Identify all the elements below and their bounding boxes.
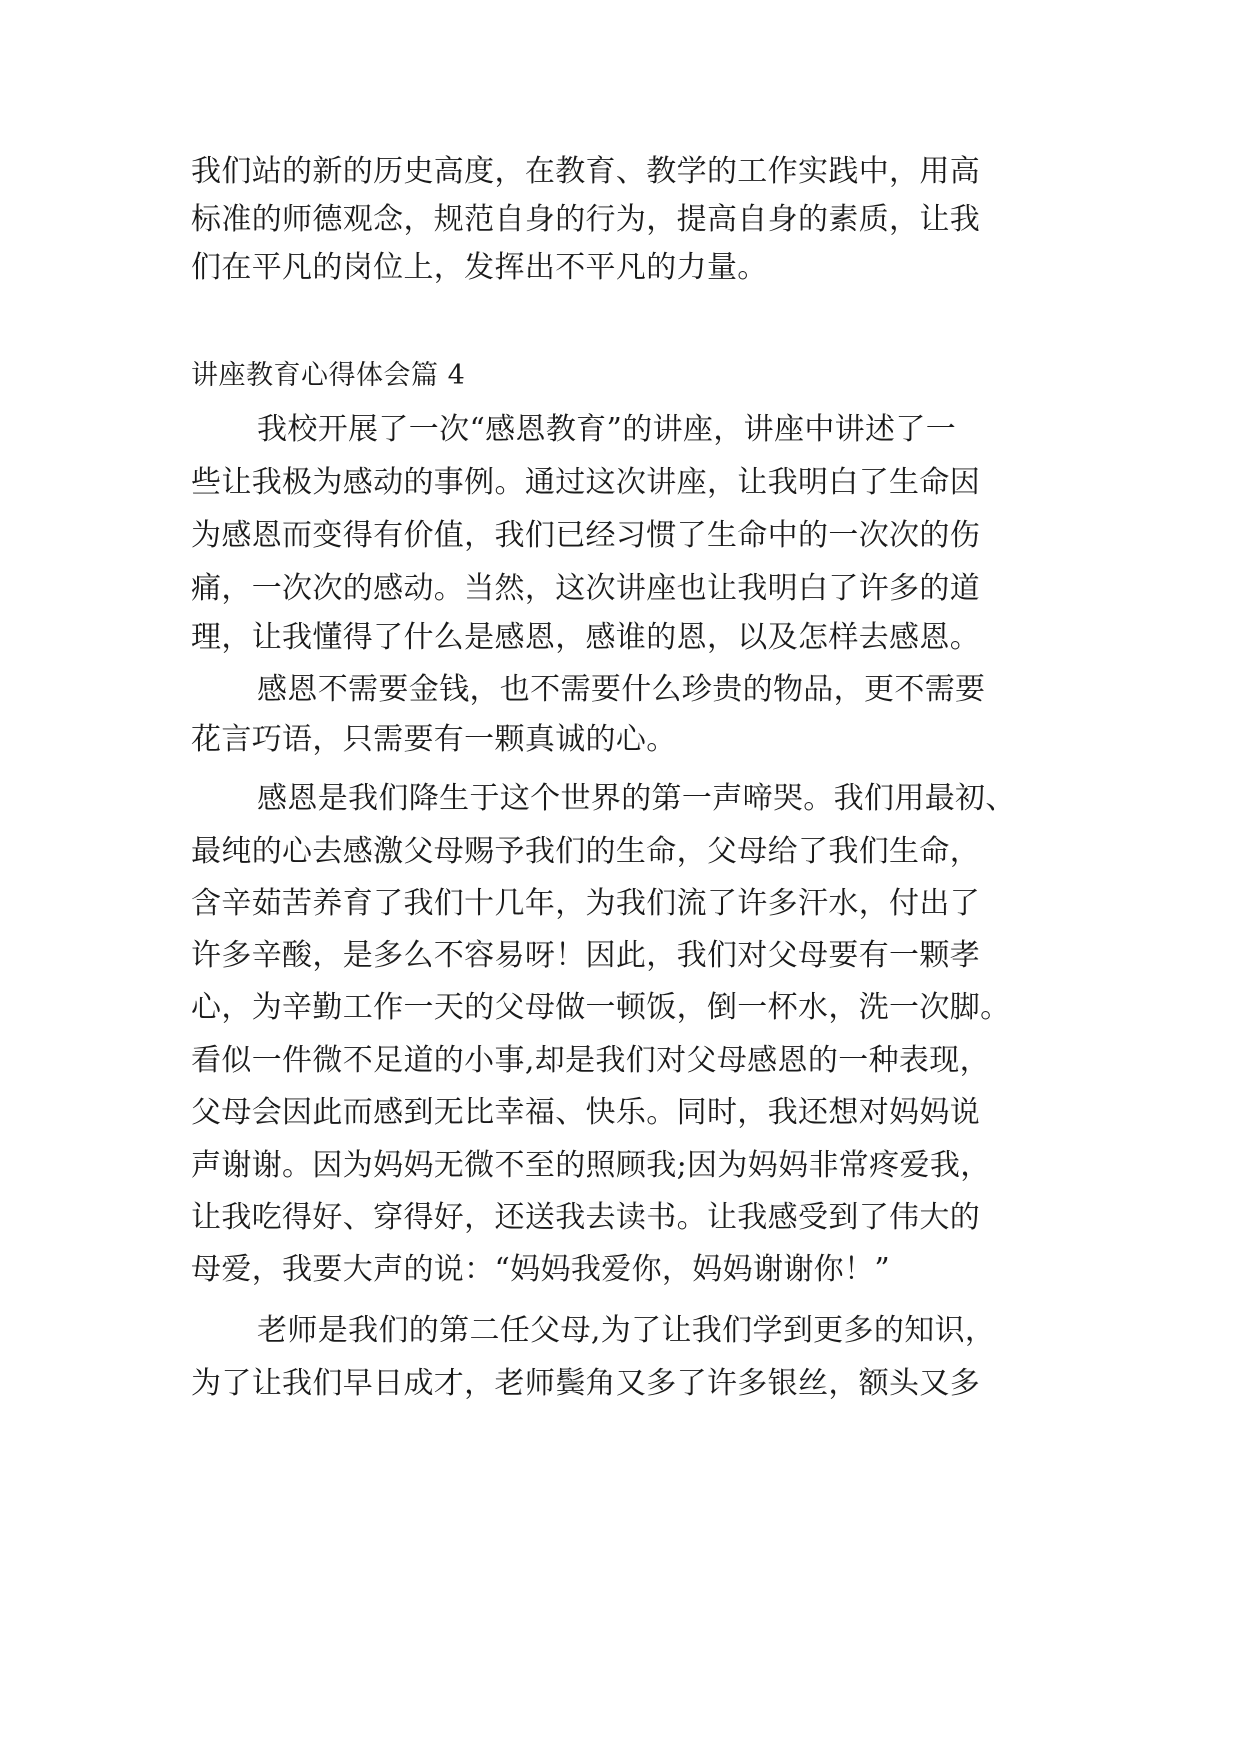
paragraph-3-line-4: 许多辛酸，是多么不容易呀！因此，我们对父母要有一颗孝 <box>191 938 981 973</box>
paragraph-1-line-5: 理，让我懂得了什么是感恩，感谁的恩，以及怎样去感恩。 <box>191 620 981 655</box>
intro-line-3: 们在平凡的岗位上，发挥出不平凡的力量。 <box>191 250 768 285</box>
intro-line-1: 我们站的新的历史高度，在教育、教学的工作实践中，用高 <box>191 154 981 189</box>
intro-line-2: 标准的师德观念，规范自身的行为，提高自身的素质，让我 <box>191 202 981 237</box>
paragraph-3-line-9: 让我吃得好、穿得好，还送我去读书。让我感受到了伟大的 <box>191 1200 981 1235</box>
paragraph-3-line-1: 感恩是我们降生于这个世界的第一声啼哭。我们用最初、 <box>257 781 1016 816</box>
paragraph-2-line-2: 花言巧语，只需要有一颗真诚的心。 <box>191 722 677 757</box>
paragraph-1-line-3: 为感恩而变得有价值，我们已经习惯了生命中的一次次的伤 <box>191 518 981 553</box>
paragraph-3-line-10: 母爱，我要大声的说：“妈妈我爱你，妈妈谢谢你！” <box>191 1252 891 1287</box>
paragraph-1-line-1: 我校开展了一次“感恩教育”的讲座，讲座中讲述了一 <box>257 412 957 447</box>
paragraph-3-line-2: 最纯的心去感激父母赐予我们的生命，父母给了我们生命， <box>191 834 981 869</box>
paragraph-4-line-2: 为了让我们早日成才，老师鬓角又多了许多银丝，额头又多 <box>191 1366 981 1401</box>
paragraph-3-line-8: 声谢谢。因为妈妈无微不至的照顾我;因为妈妈非常疼爱我， <box>191 1148 991 1183</box>
paragraph-3-line-5: 心，为辛勤工作一天的父母做一顿饭，倒一杯水，洗一次脚。 <box>191 990 1011 1025</box>
paragraph-1-line-4: 痛，一次次的感动。当然，这次讲座也让我明白了许多的道 <box>191 571 981 606</box>
paragraph-1-line-2: 些让我极为感动的事例。通过这次讲座，让我明白了生命因 <box>191 465 981 500</box>
paragraph-2-line-1: 感恩不需要金钱，也不需要什么珍贵的物品，更不需要 <box>257 672 986 707</box>
section-heading: 讲座教育心得体会篇 4 <box>191 360 466 391</box>
paragraph-4-line-1: 老师是我们的第二任父母,为了让我们学到更多的知识， <box>257 1313 996 1348</box>
paragraph-3-line-3: 含辛茹苦养育了我们十几年，为我们流了许多汗水，付出了 <box>191 886 981 921</box>
paragraph-3-line-7: 父母会因此而感到无比幸福、快乐。同时，我还想对妈妈说 <box>191 1095 981 1130</box>
paragraph-3-line-6: 看似一件微不足道的小事,却是我们对父母感恩的一种表现， <box>191 1043 990 1078</box>
